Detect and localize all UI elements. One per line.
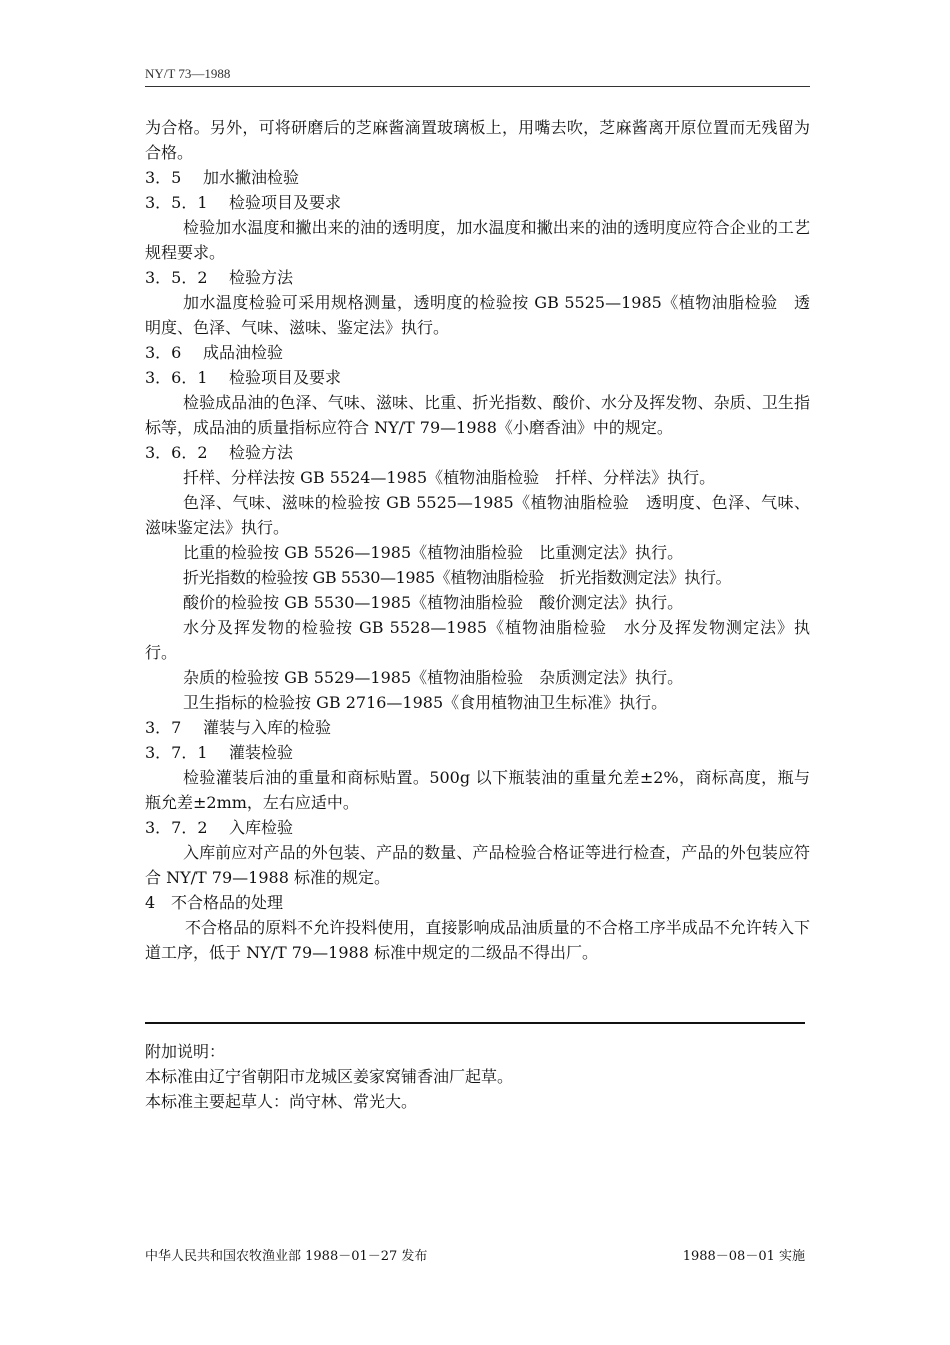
- section-3-6-heading: [145, 340, 810, 365]
- section-number: 3．6: [145, 343, 182, 362]
- section-divider: [145, 1022, 805, 1024]
- header-divider: [145, 86, 810, 87]
- method-line: 水分及挥发物的检验按 GB 5528—1985《植物油脂检验 水分及挥发物测定法》执行。: [145, 618, 810, 662]
- section-3-6-1-heading: [145, 365, 810, 390]
- paragraph: 检验灌装后油的重量和商标贴置。500g 以下瓶装油的重量允差±2%，商标高度，瓶与瓶允差±2mm，左右应适中。: [145, 768, 810, 812]
- section-number: 3．5: [145, 168, 182, 187]
- notes-title: 附加说明：: [145, 1042, 226, 1061]
- paragraph: 为合格。另外，可将研磨后的芝麻酱滴置玻璃板上，用嘴去吹，芝麻酱离开原位置而无残留为合格。: [145, 118, 810, 162]
- notes-line: 本标准主要起草人：尚守林、常光大。: [145, 1092, 418, 1111]
- section-title: 不合格品的处理: [171, 893, 284, 912]
- page-footer: [145, 1245, 805, 1264]
- section-3-5-1-heading: [145, 190, 810, 215]
- section-3-7-1-heading: [145, 740, 810, 765]
- method-line: 色泽、气味、滋味的检验按 GB 5525—1985《植物油脂检验 透明度、色泽、气味、滋味鉴定法》执行。: [145, 493, 810, 537]
- section-4-heading: [145, 890, 810, 915]
- section-title: 灌装检验: [229, 743, 294, 762]
- method-line: 杂质的检验按 GB 5529—1985《植物油脂检验 杂质测定法》执行。: [183, 668, 684, 687]
- section-title: 灌装与入库的检验: [203, 718, 332, 737]
- section-title: 成品油检验: [203, 343, 284, 362]
- additional-notes: [145, 1039, 805, 1114]
- section-3-7-heading: [145, 715, 810, 740]
- paragraph: 不合格品的原料不允许投料使用，直接影响成品油质量的不合格工序半成品不允许转入下道工序，低于 NY/T 79—1988 标准中规定的二级品不得出厂。: [145, 918, 810, 962]
- section-3-6-2-heading: [145, 440, 810, 465]
- section-number: 3．7．2: [145, 818, 208, 837]
- section-number: 3．7．1: [145, 743, 208, 762]
- paragraph: 检验成品油的色泽、气味、滋味、比重、折光指数、酸价、水分及挥发物、杂质、卫生指标等，成品油的质量指标应符合 NY/T 79—1988《小磨香油》中的规定。: [145, 393, 810, 437]
- method-line: 比重的检验按 GB 5526—1985《植物油脂检验 比重测定法》执行。: [183, 543, 684, 562]
- section-number: 3．7: [145, 718, 182, 737]
- section-title: 检验项目及要求: [229, 368, 342, 387]
- section-number: 3．5．2: [145, 268, 208, 287]
- section-number: 3．6．1: [145, 368, 208, 387]
- paragraph: 入库前应对产品的外包装、产品的数量、产品检验合格证等进行检查，产品的外包装应符合 NY/T 79—1988 标准的规定。: [145, 843, 810, 887]
- notes-line: 本标准由辽宁省朝阳市龙城区姜家窝铺香油厂起草。: [145, 1067, 514, 1086]
- effective-date: 1988－08－01 实施: [682, 1249, 805, 1264]
- section-title: 检验方法: [229, 443, 294, 462]
- section-number: 4: [145, 893, 156, 912]
- method-line: 酸价的检验按 GB 5530—1985《植物油脂检验 酸价测定法》执行。: [183, 593, 684, 612]
- method-line: 卫生指标的检验按 GB 2716—1985《食用植物油卫生标准》执行。: [183, 693, 668, 712]
- section-number: 3．5．1: [145, 193, 208, 212]
- section-3-5-heading: [145, 165, 810, 190]
- section-title: 检验方法: [229, 268, 294, 287]
- method-line: 折光指数的检验按 GB 5530—1985《植物油脂检验 折光指数测定法》执行。: [183, 568, 732, 587]
- section-title: 加水撇油检验: [203, 168, 300, 187]
- paragraph: 检验加水温度和撇出来的油的透明度，加水温度和撇出来的油的透明度应符合企业的工艺规程要求。: [145, 218, 810, 262]
- section-3-5-2-heading: [145, 265, 810, 290]
- section-3-7-2-heading: [145, 815, 810, 840]
- method-line: 扦样、分样法按 GB 5524—1985《植物油脂检验 扦样、分样法》执行。: [183, 468, 716, 487]
- section-title: 检验项目及要求: [229, 193, 342, 212]
- publish-info: 中华人民共和国农牧渔业部 1988－01－27 发布: [145, 1249, 428, 1264]
- paragraph: 加水温度检验可采用规格测量，透明度的检验按 GB 5525—1985《植物油脂检验 透明度、色泽、气味、滋味、鉴定法》执行。: [145, 293, 810, 337]
- document-code: NY/T 73—1988: [145, 66, 231, 81]
- section-number: 3．6．2: [145, 443, 208, 462]
- document-body: [145, 115, 810, 965]
- section-title: 入库检验: [229, 818, 294, 837]
